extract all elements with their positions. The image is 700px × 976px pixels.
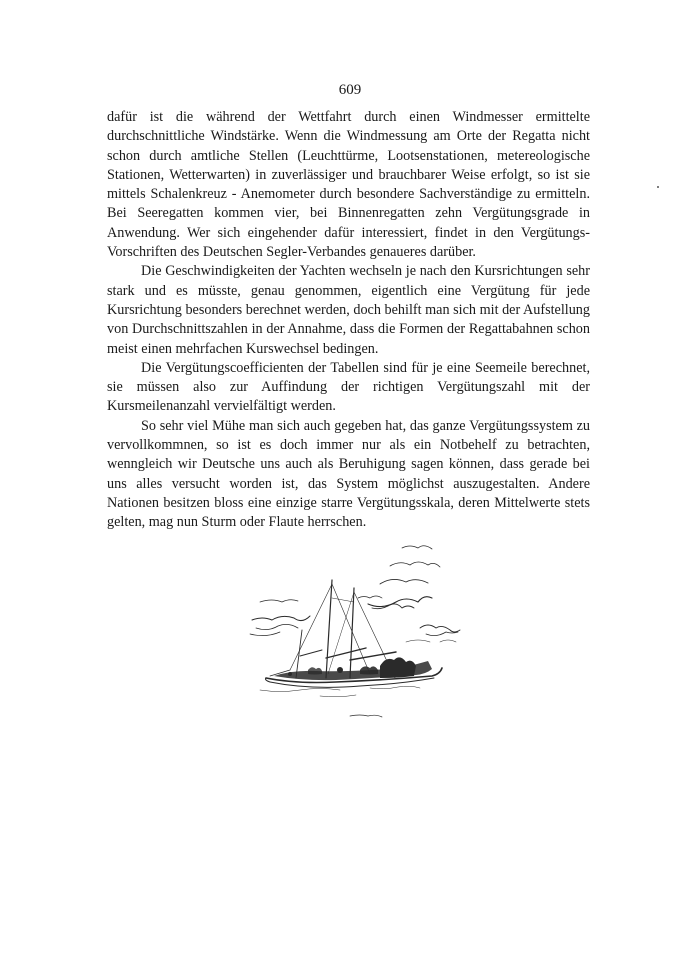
paragraph-1: dafür ist die während der Wettfahrt durch einen Windmesser ermittelte durchschnittliche Windstärke. Wenn die Windmessung am Orte der Regatta nicht schon durch amtliche Stellen (Leuchttürme, Lootsenstationen, metereologische Stationen, Wetterwarten) in zuverlässiger und brauchbarer Weise erfolgt, so ist sie mittels Schalenkreuz - Anemometer durch besondere Sachverständige zu ermitteln. Bei Seeregatten kommen vier, bei Binnenregatten zehn Vergütungsgrade in Anwendung. Wer sich eingehender dafür interessiert, findet in den Vergütungs-Vorschriften des Deutschen Segler-Verbandes genaueres darüber. <box>107 109 590 261</box>
paragraph-2: Die Geschwindigkeiten der Yachten wechseln je nach den Kursrichtungen sehr stark und es müsste, genau genommen, eigentlich eine Vergütung für jede Kursrichtung besonders berechnet werden, doch behilft man sich mit der Aufstellung von Durchschnittszahlen in der Annahme, dass die Formen der Regattabahnen schon meist einen mehrfachen Kurswechsel bedingen. <box>107 263 590 357</box>
page-number: 609 <box>338 82 362 98</box>
margin-speck <box>657 186 659 188</box>
paragraph-4: So sehr viel Mühe man sich auch gegeben hat, das ganze Vergütungssystem zu vervollkommnen, so ist es doch immer nur als ein Notbehelf zu betrachten, wenngleich wir Deutsche uns auch als Beruhigung sagen können, dass gerade bei uns alles versucht worden ist, das System möglichst auszugestalten. Andere Nationen besitzen bloss eine einzige starre Vergütungsskala, deren Mittelwerte stets gelten, mag nun Sturm oder Flaute herrschen. <box>107 417 590 531</box>
schooner-sketch-illustration <box>230 538 480 728</box>
body-text <box>107 108 590 533</box>
paragraph-3: Die Vergütungscoefficienten der Tabellen sind für je eine Seemeile berechnet, sie müssen also zur Auffindung der richtigen Vergütungszahl mit der Kursmeilenanzahl vervielfältigt werden. <box>107 359 590 415</box>
